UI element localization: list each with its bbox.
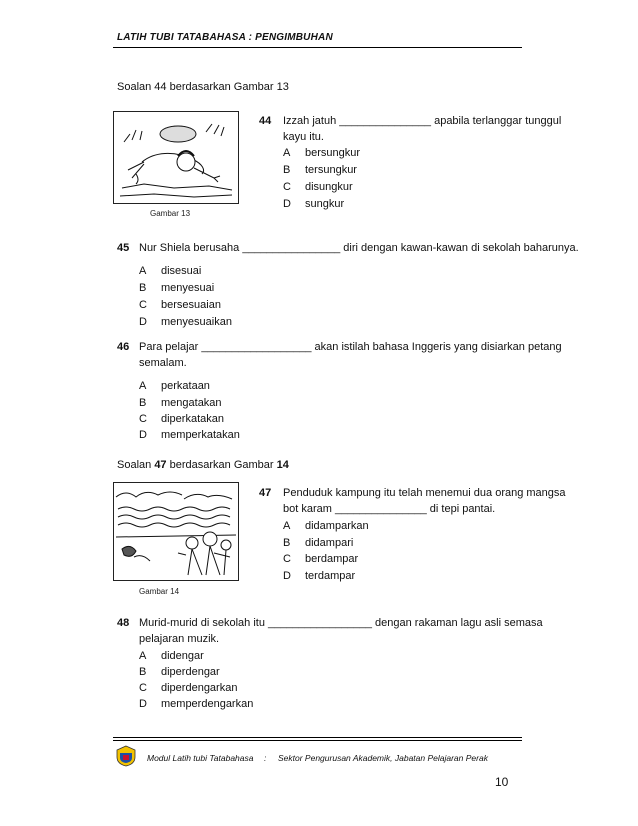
question-47-line2: bot karam _______________ di tepi pantai. (283, 503, 496, 515)
question-44-line1: Izzah jatuh _______________ apabila terlanggar tunggul (283, 115, 562, 127)
intro-q47-num: 47 (154, 459, 167, 471)
option-text: diperkatakan (161, 413, 224, 425)
option-letter: A (283, 520, 291, 532)
option-letter: C (139, 299, 147, 311)
option-text: menyesuai (161, 282, 215, 294)
option-45-b[interactable] (139, 280, 214, 296)
question-number: 45 (117, 242, 130, 254)
question-48-line2: pelajaran muzik. (139, 633, 220, 645)
question-45-line1: Nur Shiela berusaha ________________ diri dengan kawan-kawan di sekolah baharunya. (139, 242, 579, 254)
option-letter: B (139, 282, 147, 294)
option-44-d[interactable] (283, 196, 344, 212)
option-48-c[interactable] (139, 680, 237, 696)
option-letter: B (283, 164, 291, 176)
footer-rule-top (113, 737, 522, 738)
option-47-a[interactable] (283, 518, 369, 534)
option-48-b[interactable] (139, 664, 220, 680)
header-rule (113, 47, 522, 48)
question-46-line1: Para pelajar __________________ akan istilah bahasa Inggeris yang disiarkan petang (139, 341, 562, 353)
footer-module-name: Modul Latih tubi Tatabahasa (147, 753, 254, 763)
question-number: 47 (259, 487, 272, 499)
question-44-line2: kayu itu. (283, 131, 324, 143)
intro-q47-mid: berdasarkan Gambar (166, 459, 277, 471)
option-46-a[interactable] (139, 378, 210, 394)
option-text: tersungkur (305, 164, 357, 176)
option-text: memperdengarkan (161, 698, 254, 710)
figure-13 (113, 111, 239, 204)
question-number: 44 (259, 115, 272, 127)
figure-14-illustration (114, 483, 238, 580)
intro-q47-prefix: Soalan (117, 459, 155, 471)
option-47-c[interactable] (283, 551, 358, 567)
option-letter: D (283, 198, 291, 210)
option-letter: B (283, 537, 291, 549)
option-text: disungkur (305, 181, 353, 193)
option-text: sungkur (305, 198, 345, 210)
option-letter: C (139, 682, 147, 694)
option-text: diperdengar (161, 666, 220, 678)
option-46-b[interactable] (139, 395, 222, 411)
option-letter: D (139, 429, 147, 441)
option-text: didamparkan (305, 520, 369, 532)
footer-organisation: Sektor Pengurusan Akademik, Jabatan Pelajaran Perak (278, 753, 488, 763)
option-45-d[interactable] (139, 314, 232, 330)
figure-13-caption: Gambar 13 (150, 209, 191, 218)
question-46-line2: semalam. (139, 357, 187, 369)
option-text: memperkatakan (161, 429, 240, 441)
option-letter: A (139, 380, 147, 392)
question-number: 48 (117, 617, 130, 629)
question-number: 46 (117, 341, 130, 353)
option-text: disesuai (161, 265, 202, 277)
option-text: berdampar (305, 553, 359, 565)
footer-separator: : (264, 753, 267, 763)
option-text: mengatakan (161, 397, 222, 409)
intro-q47-fig: 14 (276, 459, 289, 471)
option-text: menyesuaikan (161, 316, 232, 328)
option-text: diperdengarkan (161, 682, 238, 694)
option-text: perkataan (161, 380, 210, 392)
option-45-a[interactable] (139, 263, 201, 279)
option-44-a[interactable] (283, 145, 360, 161)
option-letter: A (283, 147, 291, 159)
figure-14 (113, 482, 239, 581)
option-47-d[interactable] (283, 568, 355, 584)
footer-rule-bottom (113, 740, 522, 741)
option-text: terdampar (305, 570, 356, 582)
question-47-line1: Penduduk kampung itu telah menemui dua orang mangsa (283, 487, 566, 499)
option-letter: C (283, 181, 291, 193)
intro-q47 (117, 457, 289, 473)
figure-14-caption: Gambar 14 (139, 587, 180, 596)
option-text: bersesuaian (161, 299, 221, 311)
option-letter: C (283, 553, 291, 565)
option-47-b[interactable] (283, 535, 353, 551)
option-text: didampari (305, 537, 354, 549)
option-letter: C (139, 413, 147, 425)
option-46-d[interactable] (139, 427, 240, 443)
figure-13-illustration (114, 112, 238, 203)
option-letter: A (139, 650, 147, 662)
option-letter: D (139, 698, 147, 710)
option-text: didengar (161, 650, 204, 662)
intro-q44: Soalan 44 berdasarkan Gambar 13 (117, 81, 289, 93)
question-48-line1: Murid-murid di sekolah itu _________________ dengan rakaman lagu asli semasa (139, 617, 543, 629)
option-letter: B (139, 397, 147, 409)
option-44-b[interactable] (283, 162, 357, 178)
crest-logo-icon (115, 745, 137, 767)
option-letter: D (139, 316, 147, 328)
option-letter: D (283, 570, 291, 582)
option-letter: A (139, 265, 147, 277)
option-48-d[interactable] (139, 696, 253, 712)
option-46-c[interactable] (139, 411, 224, 427)
option-text: bersungkur (305, 147, 361, 159)
header-title: LATIH TUBI TATABAHASA : PENGIMBUHAN (117, 32, 333, 43)
option-48-a[interactable] (139, 648, 204, 664)
option-45-c[interactable] (139, 297, 221, 313)
option-letter: B (139, 666, 147, 678)
page-number: 10 (495, 775, 509, 789)
option-44-c[interactable] (283, 179, 353, 195)
